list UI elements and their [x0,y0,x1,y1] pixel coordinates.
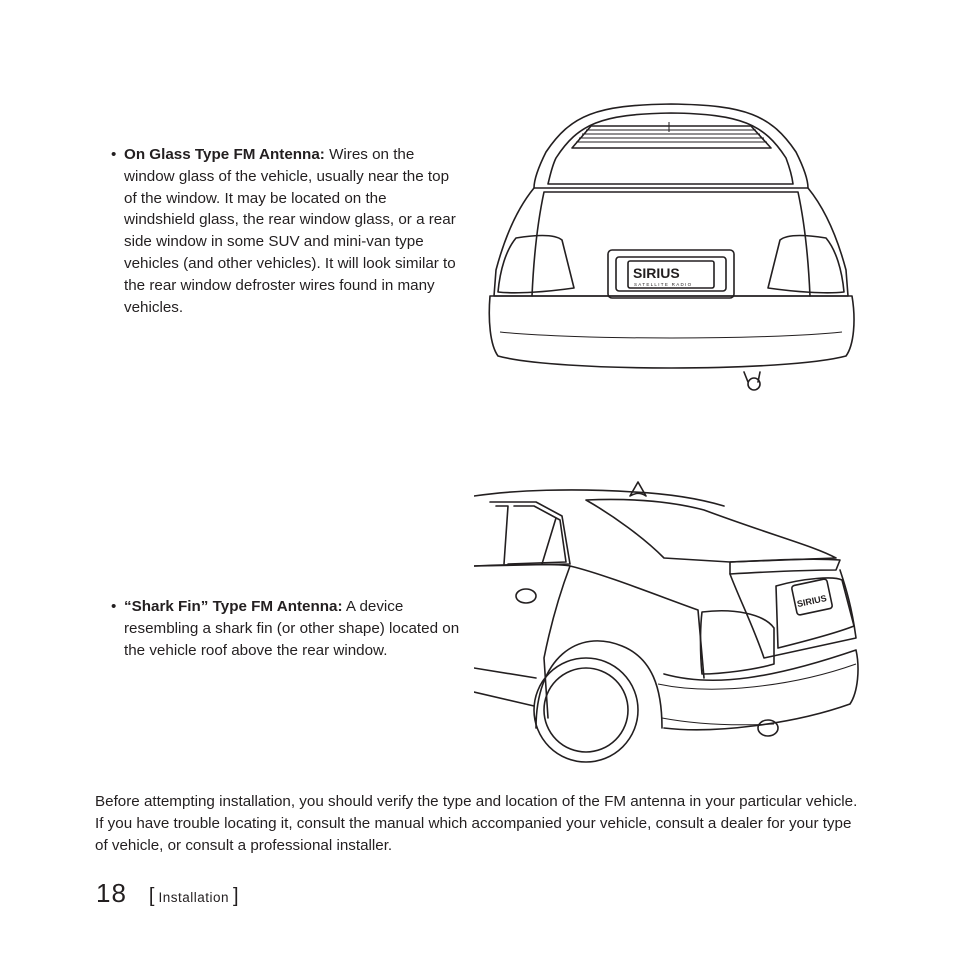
bullet-text: A device resembling a shark fin (or other shape) located on the vehicle roof above the rear window. [124,598,460,659]
page-number: 18 [96,878,127,908]
bullet-marker: • [111,598,117,615]
bullet-shark-fin-antenna [111,596,464,661]
bullet-text: Wires on the window glass of the vehicle, usually near the top of the window. It may be located on the windshield glass, the rear window glass, or a rear side window in some SUV and mini-van type vehicles (and other vehicles). It will look similar to the rear window defroster wires found in many vehicles. [124,146,456,316]
section-close-bracket: ] [233,885,239,907]
page-footer [96,878,239,912]
shark-fin-antenna [630,482,646,496]
rear-car-illustration [486,100,858,395]
section-open-bracket: [ [148,885,155,907]
rear-plate-tagline: SATELLITE RADIO [634,282,693,287]
body-paragraph: Before attempting installation, you should verify the type and location of the FM antenna in your particular vehicle. If you have trouble locating it, consult the manual which accompanied your vehicle, consult a dealer for your type of vehicle, or consult a professional installer. [95,793,858,854]
bullet-marker: • [111,146,117,163]
rear-plate-brand: SIRIUS [633,265,680,281]
section-label: Installation [158,890,230,905]
bullet-term: “Shark Fin” Type FM Antenna: [124,598,343,615]
shark-fin-car-illustration [474,478,864,770]
bullet-term: On Glass Type FM Antenna: [124,146,325,163]
shark-plate-brand: SIRIUS [796,593,828,610]
bullet-on-glass-antenna [111,144,460,318]
